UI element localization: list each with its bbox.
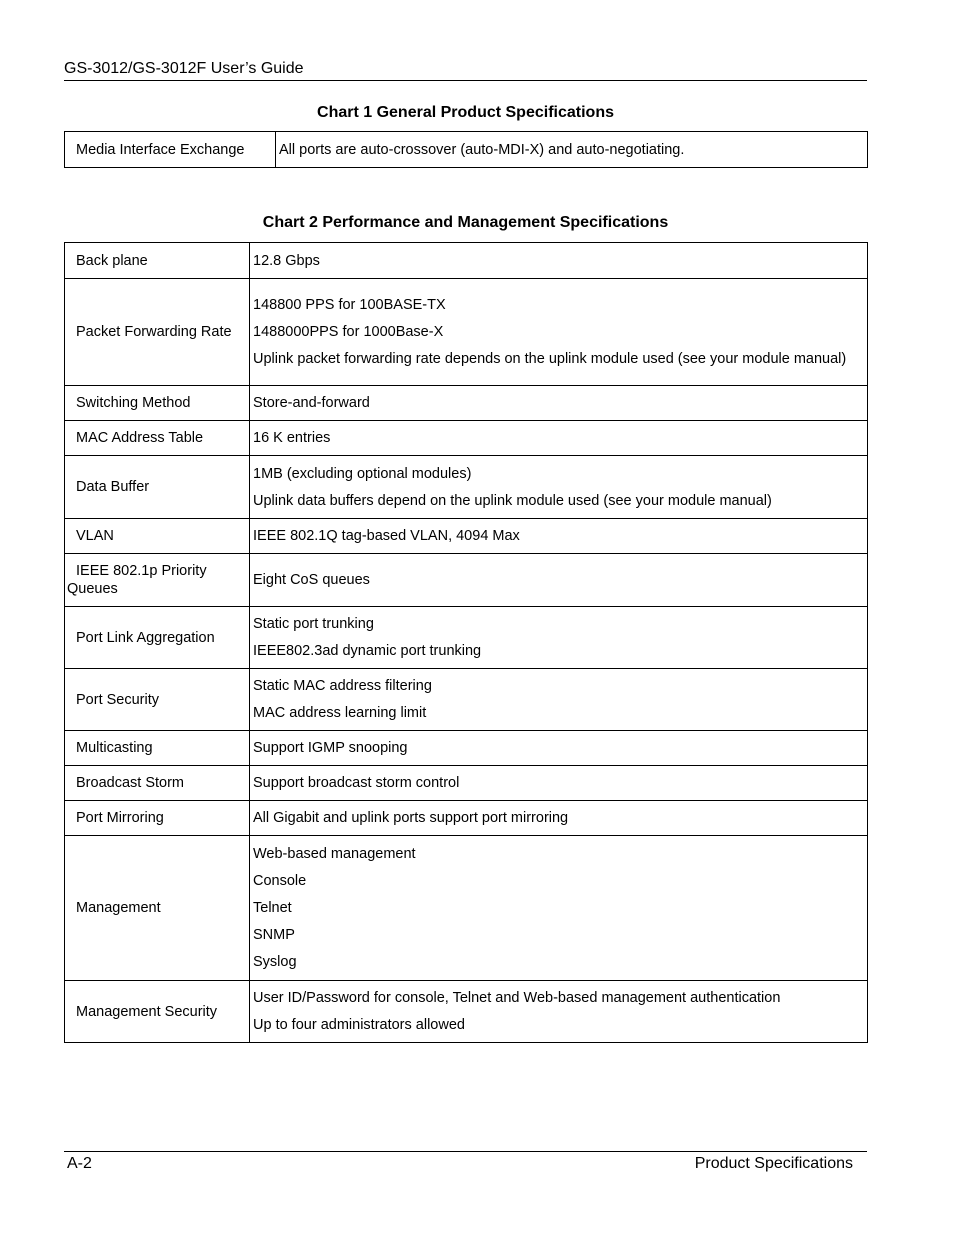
spec-value-line: User ID/Password for console, Telnet and Web-based management authentication: [253, 990, 781, 1006]
spec-row: [65, 981, 868, 1043]
running-header: GS-3012/GS-3012F User’s Guide: [64, 60, 867, 81]
spec-value-line: Store-and-forward: [253, 395, 370, 411]
spec-value-line: Telnet: [253, 900, 292, 916]
spec-value: [250, 519, 868, 554]
spec-value: [250, 607, 868, 669]
spec-row: [65, 456, 868, 519]
spec-row: [65, 243, 868, 279]
spec-value: [276, 132, 868, 168]
spec-value-line: Support broadcast storm control: [253, 775, 460, 791]
spec-value: [250, 456, 868, 519]
spec-value-line: Console: [253, 873, 307, 889]
spec-value-line: Syslog: [253, 954, 297, 970]
spec-row: [65, 519, 868, 554]
spec-value: [250, 981, 868, 1043]
spec-label: Management Security: [65, 981, 250, 1043]
spec-row: [65, 554, 868, 607]
spec-row: [65, 801, 868, 836]
spec-row: [65, 421, 868, 456]
chart-1-title: Chart 1 General Product Specifications: [317, 104, 614, 121]
page-footer: [64, 1151, 867, 1172]
spec-label: IEEE 802.1p Priority Queues: [65, 554, 250, 607]
spec-value-line: SNMP: [253, 927, 295, 943]
spec-value: [250, 801, 868, 836]
spec-value: [250, 836, 868, 981]
spec-label: VLAN: [65, 519, 250, 554]
spec-value-line: Support IGMP snooping: [253, 740, 408, 756]
spec-row: [65, 836, 868, 981]
spec-label: Multicasting: [65, 731, 250, 766]
spec-row: [65, 731, 868, 766]
spec-value-line: Uplink packet forwarding rate depends on the uplink module used (see your module manual): [253, 351, 847, 367]
footer-section-title: Product Specifications: [694, 1155, 853, 1172]
spec-label: Data Buffer: [65, 456, 250, 519]
spec-label: Broadcast Storm: [65, 766, 250, 801]
spec-value-line: 1MB (excluding optional modules): [253, 465, 472, 482]
spec-row: [65, 279, 868, 386]
spec-value-line: All Gigabit and uplink ports support port mirroring: [253, 810, 569, 826]
spec-value: [250, 279, 868, 386]
spec-value-line: 12.8 Gbps: [253, 252, 320, 269]
spec-row: [65, 669, 868, 731]
spec-value: [250, 386, 868, 421]
spec-label: Back plane: [65, 243, 250, 279]
spec-value: [250, 421, 868, 456]
spec-value-line: 148800 PPS for 100BASE-TX: [253, 297, 446, 313]
spec-label: Management: [65, 836, 250, 981]
spec-value-line: 1488000PPS for 1000Base-X: [253, 324, 444, 340]
spec-value-line: Up to four administrators allowed: [253, 1017, 465, 1033]
spec-label: Port Mirroring: [65, 801, 250, 836]
spec-row: [65, 766, 868, 801]
spec-row: [65, 386, 868, 421]
spec-value-line: Uplink data buffers depend on the uplink module used (see your module manual): [253, 492, 772, 509]
general-specs-table: [64, 131, 868, 168]
spec-value: [250, 243, 868, 279]
performance-management-specs-table: [64, 242, 868, 1043]
spec-value-line: 16 K entries: [253, 430, 331, 446]
spec-value-line: MAC address learning limit: [253, 705, 427, 721]
spec-value-line: All ports are auto-crossover (auto-MDI-X) and auto-negotiating.: [279, 141, 685, 158]
spec-value-line: Static MAC address filtering: [253, 678, 432, 694]
spec-value: [250, 554, 868, 607]
spec-label: Packet Forwarding Rate: [65, 279, 250, 386]
spec-value-line: Web-based management: [253, 846, 416, 862]
spec-label: MAC Address Table: [65, 421, 250, 456]
spec-row: [65, 607, 868, 669]
page-number: A-2: [67, 1155, 92, 1172]
spec-label: Switching Method: [65, 386, 250, 421]
spec-value: [250, 766, 868, 801]
spec-value: [250, 731, 868, 766]
chart-2-title: Chart 2 Performance and Management Specifications: [262, 214, 669, 231]
spec-value-line: Eight CoS queues: [253, 572, 370, 588]
spec-label: Port Link Aggregation: [65, 607, 250, 669]
spec-value-line: IEEE 802.1Q tag-based VLAN, 4094 Max: [253, 528, 520, 544]
spec-row: [65, 132, 868, 168]
spec-label: Media Interface Exchange: [65, 132, 276, 168]
spec-value-line: Static port trunking: [253, 616, 374, 632]
spec-value: [250, 669, 868, 731]
spec-value-line: IEEE802.3ad dynamic port trunking: [253, 643, 482, 659]
spec-label: Port Security: [65, 669, 250, 731]
